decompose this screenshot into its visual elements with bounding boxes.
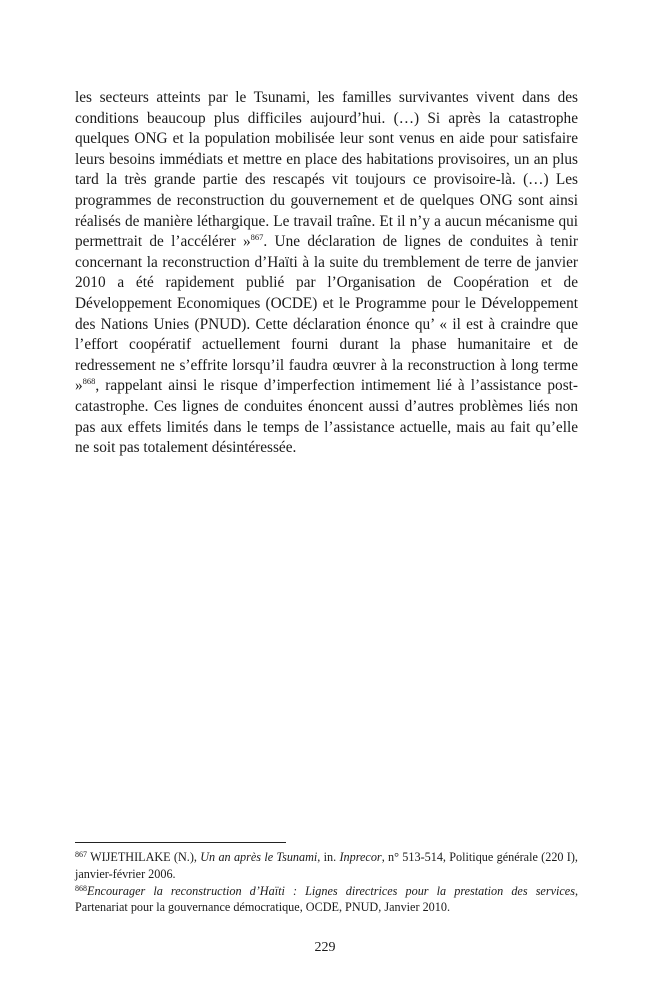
footnote-867 — [75, 849, 578, 883]
paragraph-part-3: , rappelant ainsi le risque d’imperfection intimement lié à l’assistance post-catastrophe. Ces lignes de conduites énoncent aussi d’autres problèmes liés non pas aux effets limités dans le temps de l’assistance actuelle, mais au fait qu’elle ne soit pas totalement désintéressée. — [75, 377, 578, 457]
page-number: 229 — [314, 940, 336, 955]
footnote-868 — [75, 883, 578, 917]
footnote-ref-868[interactable]: 868 — [82, 376, 96, 387]
footnote-separator — [75, 842, 286, 843]
footnote-rest: , n° 513-514, Politique générale (220 I), janvier-février 2006. — [75, 850, 578, 881]
footnote-title: Encourager la reconstruction d’Haïti : Lignes directrices pour la prestation des services — [87, 883, 575, 898]
footnotes — [75, 849, 578, 916]
main-paragraph — [75, 88, 578, 459]
footnote-title: Un an après le Tsunami — [200, 850, 318, 864]
footnote-number: 868 — [75, 883, 87, 893]
footnote-rest: , Partenariat pour la gouvernance démocratique, OCDE, PNUD, Janvier 2010. — [75, 883, 578, 915]
footnote-ref-867[interactable]: 867 — [250, 232, 264, 243]
footnote-mid: , in. — [317, 850, 340, 864]
footnote-author: WIJETHILAKE (N.), — [87, 850, 201, 864]
footnote-journal: Inprecor — [339, 850, 382, 864]
paragraph-part-1: les secteurs atteints par le Tsunami, les familles survivantes vivent dans des conditions beaucoup plus difficiles aujourd’hui. (…) Si après la catastrophe quelques ONG et la population mobilisée leur sont venus en aide pour satisfaire leurs besoins immédiats et mettre en place des habitations provisoires, un an plus tard la très grande partie des rescapés vit toujours ce provisoire-là. (…) Les programmes de reconstruction du gouvernement et de quelques ONG sont ainsi réalisés de manière léthargique. Le travail traîne. Et il n’y a aucun mécanisme qui permettrait de l’accélérer » — [75, 89, 578, 251]
paragraph-part-2: . Une déclaration de lignes de conduites à tenir concernant la reconstruction d’Haïti à la suite du tremblement de terre de janvier 2010 a été rapidement publié par l’Organisation de Coopération et de Développement Economiques (OCDE) et le Programme pour le Développement des Nations Unies (PNUD). Cette déclaration énonce qu’ « il est à craindre que l’effort coopératif actuellement fourni durant la phase humanitaire et de redressement ne s’effrite lorsqu’il faudra œuvrer à la reconstruction à long terme » — [75, 233, 578, 395]
footnote-number: 867 — [75, 850, 87, 859]
